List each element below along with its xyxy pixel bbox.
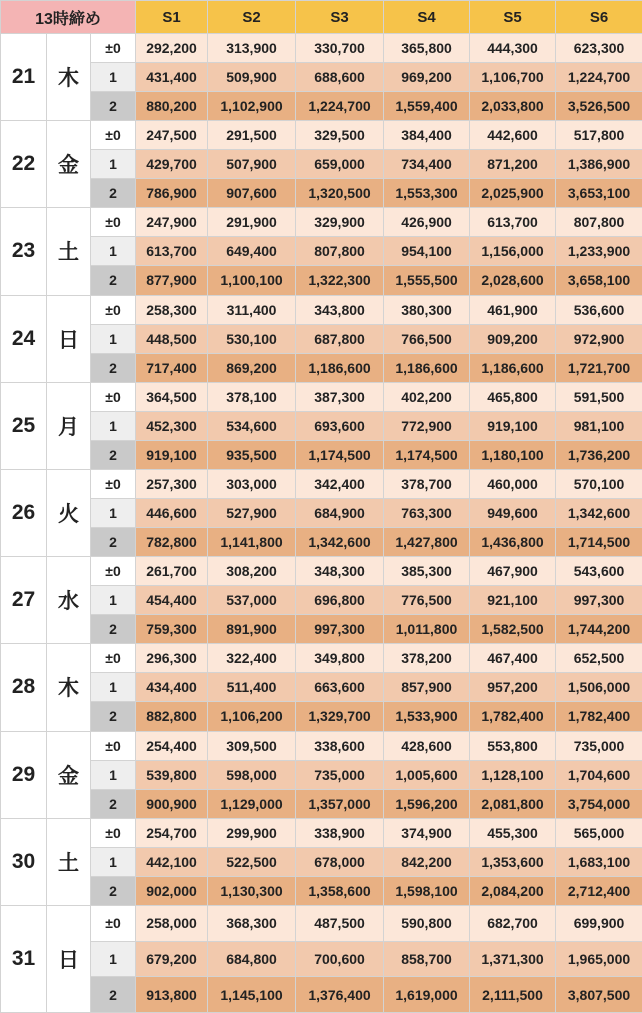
- value-cell-s2: 527,900: [208, 498, 296, 527]
- level-label: ±0: [91, 121, 136, 150]
- value-cell-s3: 1,322,300: [296, 266, 384, 295]
- value-cell-s3: 693,600: [296, 411, 384, 440]
- value-cell-s3: 1,358,600: [296, 876, 384, 905]
- table-row: [1, 179, 642, 208]
- value-cell-s3: 1,186,600: [296, 353, 384, 382]
- table-row: [1, 440, 642, 469]
- value-cell-s4: 1,186,600: [384, 353, 470, 382]
- value-cell-s1: 247,900: [136, 208, 208, 237]
- value-cell-s6: 1,342,600: [556, 498, 642, 527]
- table-row: [1, 760, 642, 789]
- value-cell-s1: 258,300: [136, 295, 208, 324]
- value-cell-s6: 517,800: [556, 121, 642, 150]
- level-label: 1: [91, 498, 136, 527]
- value-cell-s6: 3,658,100: [556, 266, 642, 295]
- value-cell-s5: 1,353,600: [470, 847, 556, 876]
- value-cell-s4: 763,300: [384, 498, 470, 527]
- table-row: [1, 557, 642, 586]
- value-cell-s4: 426,900: [384, 208, 470, 237]
- weekday: 土: [47, 208, 91, 295]
- day-number: 29: [1, 731, 47, 818]
- table-row: [1, 92, 642, 121]
- value-cell-s1: 539,800: [136, 760, 208, 789]
- value-cell-s5: 949,600: [470, 498, 556, 527]
- value-cell-s5: 1,782,400: [470, 702, 556, 731]
- table-row: [1, 615, 642, 644]
- value-cell-s6: 3,526,500: [556, 92, 642, 121]
- level-label: 1: [91, 760, 136, 789]
- value-cell-s6: 699,900: [556, 905, 642, 941]
- value-cell-s6: 570,100: [556, 469, 642, 498]
- level-label: ±0: [91, 644, 136, 673]
- value-cell-s4: 1,011,800: [384, 615, 470, 644]
- table-row: [1, 644, 642, 673]
- value-cell-s5: 553,800: [470, 731, 556, 760]
- value-cell-s2: 649,400: [208, 237, 296, 266]
- value-cell-s6: 591,500: [556, 382, 642, 411]
- value-cell-s2: 291,900: [208, 208, 296, 237]
- value-cell-s2: 935,500: [208, 440, 296, 469]
- value-cell-s6: 1,704,600: [556, 760, 642, 789]
- value-cell-s2: 522,500: [208, 847, 296, 876]
- table-row: [1, 324, 642, 353]
- value-cell-s3: 330,700: [296, 34, 384, 63]
- value-cell-s3: 807,800: [296, 237, 384, 266]
- value-cell-s5: 909,200: [470, 324, 556, 353]
- weekday: 土: [47, 818, 91, 905]
- value-cell-s5: 1,128,100: [470, 760, 556, 789]
- table-row: [1, 411, 642, 440]
- value-cell-s4: 385,300: [384, 557, 470, 586]
- value-cell-s2: 684,800: [208, 941, 296, 977]
- level-label: 1: [91, 847, 136, 876]
- value-cell-s4: 1,555,500: [384, 266, 470, 295]
- value-cell-s5: 613,700: [470, 208, 556, 237]
- value-cell-s2: 1,106,200: [208, 702, 296, 731]
- value-cell-s2: 507,900: [208, 150, 296, 179]
- value-cell-s4: 734,400: [384, 150, 470, 179]
- value-cell-s5: 1,436,800: [470, 527, 556, 556]
- weekday: 月: [47, 382, 91, 469]
- value-cell-s4: 1,596,200: [384, 789, 470, 818]
- value-cell-s1: 254,400: [136, 731, 208, 760]
- value-cell-s4: 590,800: [384, 905, 470, 941]
- value-cell-s1: 880,200: [136, 92, 208, 121]
- level-label: 1: [91, 586, 136, 615]
- value-cell-s1: 257,300: [136, 469, 208, 498]
- value-cell-s3: 329,500: [296, 121, 384, 150]
- value-cell-s4: 380,300: [384, 295, 470, 324]
- value-cell-s1: 296,300: [136, 644, 208, 673]
- value-cell-s2: 509,900: [208, 63, 296, 92]
- value-cell-s5: 455,300: [470, 818, 556, 847]
- table-row: [1, 876, 642, 905]
- value-cell-s1: 613,700: [136, 237, 208, 266]
- level-label: 2: [91, 789, 136, 818]
- value-cell-s4: 969,200: [384, 63, 470, 92]
- value-cell-s6: 3,653,100: [556, 179, 642, 208]
- value-cell-s6: 623,300: [556, 34, 642, 63]
- value-cell-s5: 2,084,200: [470, 876, 556, 905]
- value-cell-s5: 467,400: [470, 644, 556, 673]
- table-title: 13時締め: [1, 1, 136, 34]
- table-row: [1, 353, 642, 382]
- value-cell-s4: 842,200: [384, 847, 470, 876]
- value-cell-s3: 343,800: [296, 295, 384, 324]
- value-cell-s1: 913,800: [136, 977, 208, 1013]
- value-cell-s4: 1,553,300: [384, 179, 470, 208]
- value-cell-s4: 1,005,600: [384, 760, 470, 789]
- table-row: [1, 121, 642, 150]
- value-cell-s5: 442,600: [470, 121, 556, 150]
- value-cell-s4: 1,598,100: [384, 876, 470, 905]
- value-cell-s6: 543,600: [556, 557, 642, 586]
- value-cell-s3: 348,300: [296, 557, 384, 586]
- value-cell-s6: 981,100: [556, 411, 642, 440]
- column-header-s3: S3: [296, 1, 384, 34]
- value-cell-s3: 1,320,500: [296, 179, 384, 208]
- value-cell-s3: 1,376,400: [296, 977, 384, 1013]
- day-number: 26: [1, 469, 47, 556]
- column-header-s5: S5: [470, 1, 556, 34]
- level-label: ±0: [91, 905, 136, 941]
- table-row: [1, 789, 642, 818]
- value-cell-s1: 448,500: [136, 324, 208, 353]
- table-row: [1, 527, 642, 556]
- level-label: ±0: [91, 557, 136, 586]
- value-cell-s1: 429,700: [136, 150, 208, 179]
- value-cell-s1: 919,100: [136, 440, 208, 469]
- value-cell-s5: 2,111,500: [470, 977, 556, 1013]
- value-cell-s4: 1,174,500: [384, 440, 470, 469]
- value-cell-s2: 1,130,300: [208, 876, 296, 905]
- level-label: ±0: [91, 382, 136, 411]
- value-cell-s2: 313,900: [208, 34, 296, 63]
- value-cell-s5: 871,200: [470, 150, 556, 179]
- weekday: 日: [47, 295, 91, 382]
- value-cell-s6: 1,736,200: [556, 440, 642, 469]
- level-label: 2: [91, 353, 136, 382]
- weekday: 金: [47, 731, 91, 818]
- level-label: 1: [91, 941, 136, 977]
- table-row: [1, 905, 642, 941]
- value-cell-s4: 858,700: [384, 941, 470, 977]
- value-cell-s2: 322,400: [208, 644, 296, 673]
- value-cell-s5: 467,900: [470, 557, 556, 586]
- value-cell-s5: 1,582,500: [470, 615, 556, 644]
- value-cell-s1: 759,300: [136, 615, 208, 644]
- table-row: [1, 673, 642, 702]
- value-cell-s2: 303,000: [208, 469, 296, 498]
- weekday: 金: [47, 121, 91, 208]
- level-label: 1: [91, 324, 136, 353]
- value-cell-s6: 1,721,700: [556, 353, 642, 382]
- value-cell-s3: 997,300: [296, 615, 384, 644]
- level-label: 2: [91, 702, 136, 731]
- value-cell-s6: 1,782,400: [556, 702, 642, 731]
- value-cell-s2: 311,400: [208, 295, 296, 324]
- table-row: [1, 702, 642, 731]
- level-label: 2: [91, 527, 136, 556]
- value-cell-s6: 3,754,000: [556, 789, 642, 818]
- level-label: ±0: [91, 731, 136, 760]
- value-cell-s5: 460,000: [470, 469, 556, 498]
- value-cell-s2: 1,129,000: [208, 789, 296, 818]
- value-cell-s1: 782,800: [136, 527, 208, 556]
- day-number: 30: [1, 818, 47, 905]
- value-cell-s3: 342,400: [296, 469, 384, 498]
- value-cell-s1: 292,200: [136, 34, 208, 63]
- day-number: 27: [1, 557, 47, 644]
- level-label: 1: [91, 63, 136, 92]
- value-cell-s6: 735,000: [556, 731, 642, 760]
- value-cell-s2: 534,600: [208, 411, 296, 440]
- table-row: [1, 818, 642, 847]
- value-cell-s5: 1,106,700: [470, 63, 556, 92]
- value-cell-s3: 1,329,700: [296, 702, 384, 731]
- value-cell-s3: 1,342,600: [296, 527, 384, 556]
- value-cell-s1: 679,200: [136, 941, 208, 977]
- weekday: 水: [47, 557, 91, 644]
- value-cell-s2: 1,145,100: [208, 977, 296, 1013]
- value-cell-s4: 772,900: [384, 411, 470, 440]
- value-cell-s4: 1,427,800: [384, 527, 470, 556]
- value-cell-s5: 682,700: [470, 905, 556, 941]
- value-cell-s4: 1,619,000: [384, 977, 470, 1013]
- value-cell-s5: 1,180,100: [470, 440, 556, 469]
- value-cell-s2: 1,141,800: [208, 527, 296, 556]
- value-cell-s4: 1,559,400: [384, 92, 470, 121]
- value-cell-s2: 530,100: [208, 324, 296, 353]
- value-cell-s5: 1,186,600: [470, 353, 556, 382]
- value-cell-s1: 254,700: [136, 818, 208, 847]
- value-cell-s3: 684,900: [296, 498, 384, 527]
- value-cell-s2: 378,100: [208, 382, 296, 411]
- value-cell-s1: 900,900: [136, 789, 208, 818]
- value-cell-s1: 452,300: [136, 411, 208, 440]
- value-cell-s3: 687,800: [296, 324, 384, 353]
- weekday: 木: [47, 644, 91, 731]
- level-label: 2: [91, 266, 136, 295]
- level-label: 1: [91, 237, 136, 266]
- value-cell-s3: 659,000: [296, 150, 384, 179]
- value-cell-s1: 902,000: [136, 876, 208, 905]
- value-cell-s3: 700,600: [296, 941, 384, 977]
- day-number: 23: [1, 208, 47, 295]
- table-row: [1, 847, 642, 876]
- level-label: ±0: [91, 818, 136, 847]
- value-cell-s6: 565,000: [556, 818, 642, 847]
- weekday: 日: [47, 905, 91, 1012]
- value-cell-s5: 465,800: [470, 382, 556, 411]
- value-cell-s2: 1,100,100: [208, 266, 296, 295]
- weekday: 火: [47, 469, 91, 556]
- value-cell-s1: 442,100: [136, 847, 208, 876]
- value-cell-s2: 308,200: [208, 557, 296, 586]
- level-label: 2: [91, 615, 136, 644]
- table-row: [1, 941, 642, 977]
- value-cell-s3: 487,500: [296, 905, 384, 941]
- value-cell-s1: 877,900: [136, 266, 208, 295]
- value-cell-s1: 446,600: [136, 498, 208, 527]
- level-label: 2: [91, 440, 136, 469]
- value-cell-s2: 598,000: [208, 760, 296, 789]
- value-cell-s4: 776,500: [384, 586, 470, 615]
- value-cell-s6: 997,300: [556, 586, 642, 615]
- value-cell-s6: 1,965,000: [556, 941, 642, 977]
- table-body: [1, 34, 642, 1013]
- value-cell-s1: 247,500: [136, 121, 208, 150]
- value-cell-s1: 434,400: [136, 673, 208, 702]
- value-cell-s5: 2,025,900: [470, 179, 556, 208]
- value-cell-s4: 1,533,900: [384, 702, 470, 731]
- value-cell-s4: 766,500: [384, 324, 470, 353]
- day-number: 24: [1, 295, 47, 382]
- value-cell-s6: 2,712,400: [556, 876, 642, 905]
- value-cell-s6: 1,224,700: [556, 63, 642, 92]
- value-cell-s6: 3,807,500: [556, 977, 642, 1013]
- value-cell-s3: 387,300: [296, 382, 384, 411]
- value-cell-s2: 1,102,900: [208, 92, 296, 121]
- table-row: [1, 34, 642, 63]
- table-row: [1, 150, 642, 179]
- table-row: [1, 295, 642, 324]
- value-cell-s6: 1,683,100: [556, 847, 642, 876]
- value-cell-s5: 1,371,300: [470, 941, 556, 977]
- value-cell-s6: 1,233,900: [556, 237, 642, 266]
- value-cell-s3: 329,900: [296, 208, 384, 237]
- value-cell-s5: 2,081,800: [470, 789, 556, 818]
- value-cell-s5: 2,028,600: [470, 266, 556, 295]
- value-cell-s6: 1,386,900: [556, 150, 642, 179]
- value-cell-s5: 957,200: [470, 673, 556, 702]
- value-cell-s5: 461,900: [470, 295, 556, 324]
- value-cell-s3: 678,000: [296, 847, 384, 876]
- table-row: [1, 469, 642, 498]
- value-cell-s2: 291,500: [208, 121, 296, 150]
- value-cell-s3: 663,600: [296, 673, 384, 702]
- value-cell-s1: 786,900: [136, 179, 208, 208]
- day-number: 25: [1, 382, 47, 469]
- level-label: 2: [91, 179, 136, 208]
- value-cell-s4: 402,200: [384, 382, 470, 411]
- value-cell-s5: 1,156,000: [470, 237, 556, 266]
- value-cell-s5: 921,100: [470, 586, 556, 615]
- day-number: 21: [1, 34, 47, 121]
- table-row: [1, 731, 642, 760]
- column-header-s4: S4: [384, 1, 470, 34]
- level-label: ±0: [91, 34, 136, 63]
- value-cell-s3: 338,900: [296, 818, 384, 847]
- level-label: 2: [91, 92, 136, 121]
- value-cell-s4: 384,400: [384, 121, 470, 150]
- level-label: ±0: [91, 208, 136, 237]
- value-cell-s2: 299,900: [208, 818, 296, 847]
- day-number: 22: [1, 121, 47, 208]
- day-number: 31: [1, 905, 47, 1012]
- column-header-s1: S1: [136, 1, 208, 34]
- level-label: ±0: [91, 469, 136, 498]
- value-cell-s2: 511,400: [208, 673, 296, 702]
- value-cell-s3: 349,800: [296, 644, 384, 673]
- value-cell-s6: 652,500: [556, 644, 642, 673]
- table-row: [1, 586, 642, 615]
- value-cell-s1: 364,500: [136, 382, 208, 411]
- value-cell-s2: 368,300: [208, 905, 296, 941]
- column-header-s6: S6: [556, 1, 642, 34]
- value-cell-s2: 537,000: [208, 586, 296, 615]
- value-cell-s6: 1,506,000: [556, 673, 642, 702]
- value-cell-s4: 378,700: [384, 469, 470, 498]
- value-cell-s2: 907,600: [208, 179, 296, 208]
- value-cell-s1: 882,800: [136, 702, 208, 731]
- column-header-s2: S2: [208, 1, 296, 34]
- value-cell-s6: 807,800: [556, 208, 642, 237]
- level-label: 1: [91, 411, 136, 440]
- value-cell-s1: 454,400: [136, 586, 208, 615]
- value-cell-s6: 1,714,500: [556, 527, 642, 556]
- value-cell-s3: 1,224,700: [296, 92, 384, 121]
- value-cell-s6: 972,900: [556, 324, 642, 353]
- level-label: ±0: [91, 295, 136, 324]
- header-row: [1, 1, 642, 34]
- value-cell-s2: 869,200: [208, 353, 296, 382]
- value-cell-s4: 954,100: [384, 237, 470, 266]
- level-label: 1: [91, 673, 136, 702]
- table-row: [1, 977, 642, 1013]
- weekday: 木: [47, 34, 91, 121]
- value-cell-s5: 444,300: [470, 34, 556, 63]
- level-label: 2: [91, 876, 136, 905]
- value-cell-s1: 717,400: [136, 353, 208, 382]
- value-cell-s4: 365,800: [384, 34, 470, 63]
- value-cell-s3: 688,600: [296, 63, 384, 92]
- value-cell-s2: 891,900: [208, 615, 296, 644]
- table-row: [1, 63, 642, 92]
- value-cell-s1: 258,000: [136, 905, 208, 941]
- table-row: [1, 382, 642, 411]
- value-cell-s6: 1,744,200: [556, 615, 642, 644]
- table-row: [1, 498, 642, 527]
- table-row: [1, 208, 642, 237]
- value-cell-s4: 857,900: [384, 673, 470, 702]
- value-cell-s5: 919,100: [470, 411, 556, 440]
- day-number: 28: [1, 644, 47, 731]
- value-cell-s3: 1,174,500: [296, 440, 384, 469]
- value-cell-s6: 536,600: [556, 295, 642, 324]
- table-row: [1, 237, 642, 266]
- table-row: [1, 266, 642, 295]
- value-cell-s3: 1,357,000: [296, 789, 384, 818]
- value-cell-s2: 309,500: [208, 731, 296, 760]
- value-cell-s1: 261,700: [136, 557, 208, 586]
- value-cell-s3: 338,600: [296, 731, 384, 760]
- value-cell-s3: 735,000: [296, 760, 384, 789]
- value-cell-s4: 378,200: [384, 644, 470, 673]
- value-cell-s5: 2,033,800: [470, 92, 556, 121]
- value-cell-s4: 374,900: [384, 818, 470, 847]
- level-label: 1: [91, 150, 136, 179]
- level-label: 2: [91, 977, 136, 1013]
- value-cell-s1: 431,400: [136, 63, 208, 92]
- value-cell-s3: 696,800: [296, 586, 384, 615]
- value-cell-s4: 428,600: [384, 731, 470, 760]
